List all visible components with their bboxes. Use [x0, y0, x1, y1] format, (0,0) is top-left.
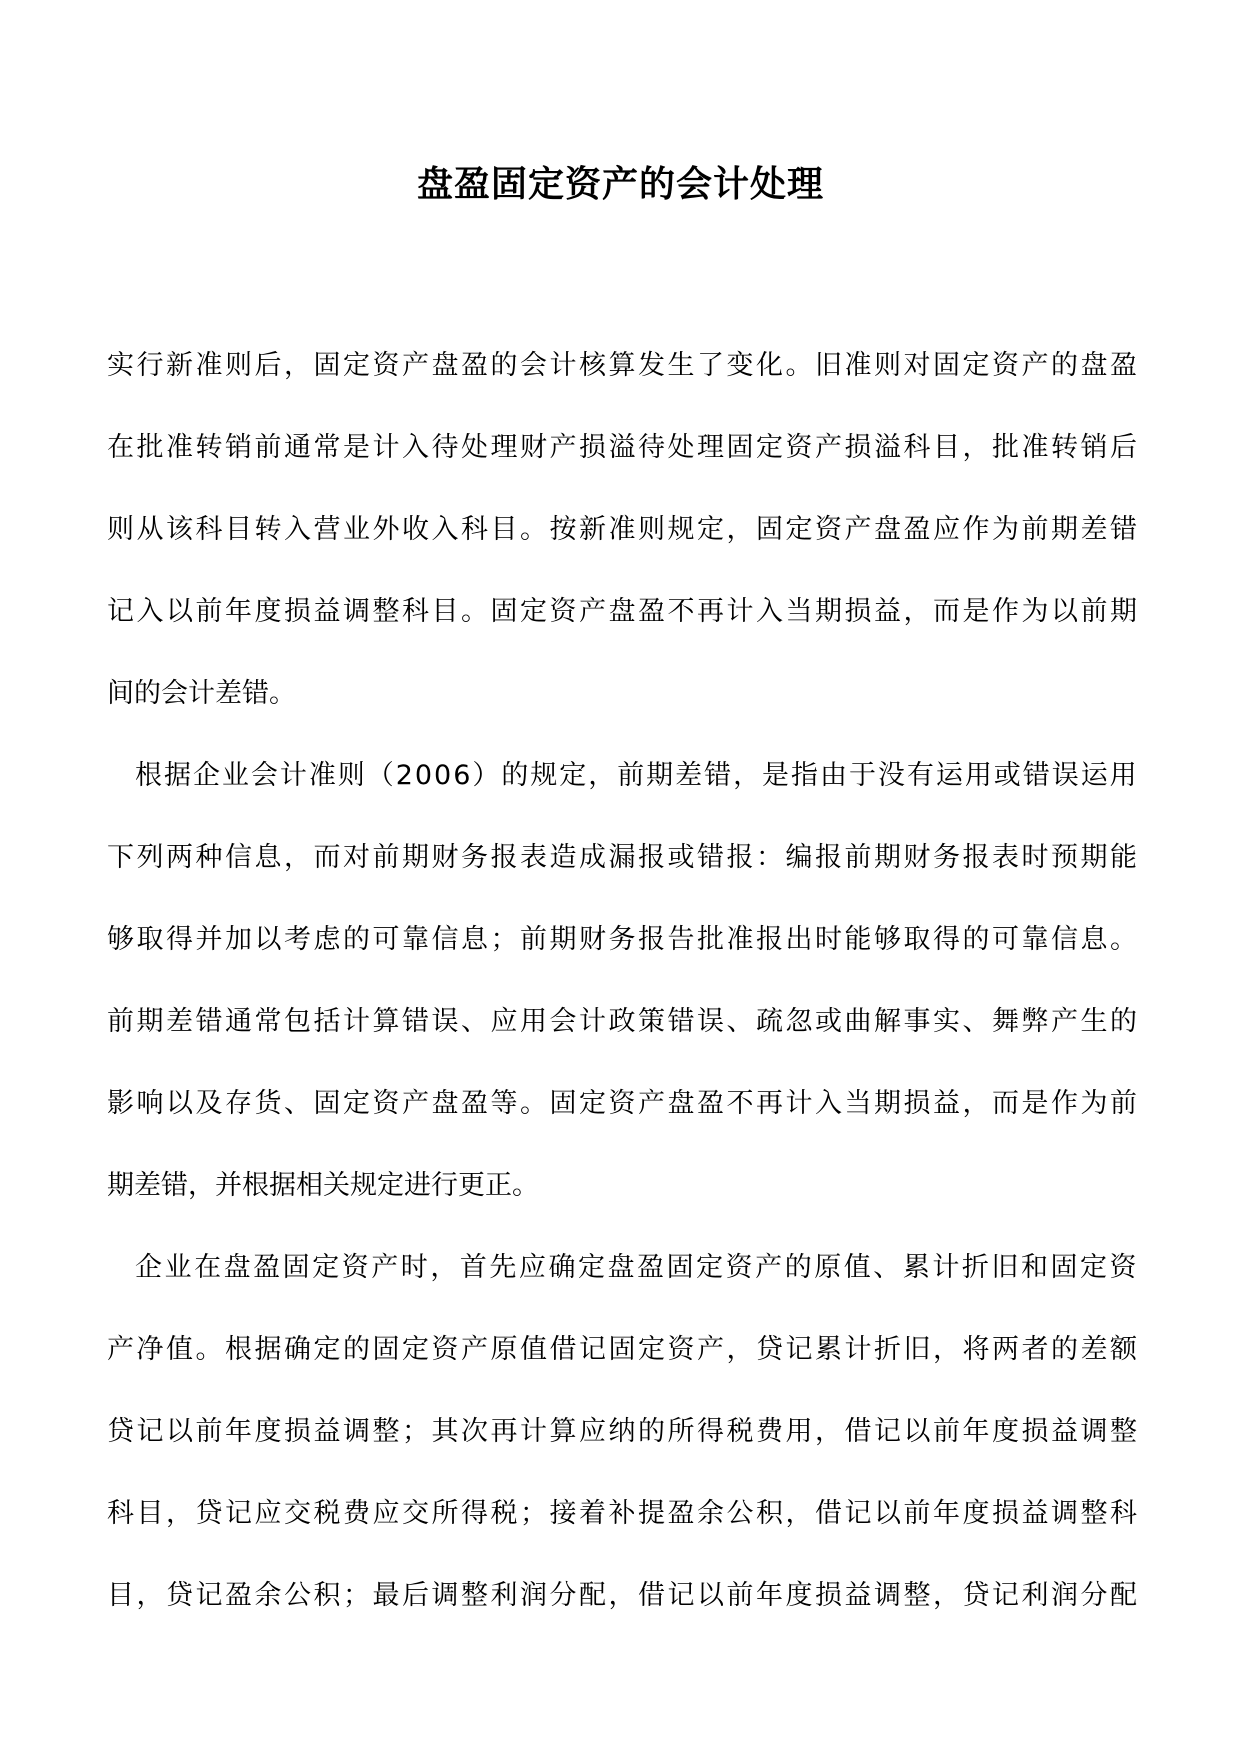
text-line: 影 响 以 及 存 货 、 固 定 资 产 盘 盈 等 。 固 定 资 产 盘 盈 不 再 计 入 当 期 损 益 ， 而 是 作 为 前 — [107, 1088, 1137, 1119]
paragraph — [107, 1238, 1137, 1648]
document-title: 盘盈固定资产的会计处理 — [416, 164, 824, 205]
text-line: 下 列 两 种 信 息 ， 而 对 前 期 财 务 报 表 造 成 漏 报 或 错 报 ： 编 报 前 期 财 务 报 表 时 预 期 能 — [107, 842, 1137, 873]
text-line: 科 目 ， 贷 记 应 交 税 费 应 交 所 得 税 ； 接 着 补 提 盈 余 公 积 ， 借 记 以 前 年 度 损 益 调 整 科 — [107, 1498, 1137, 1529]
text-line: 期差错，并根据相关规定进行更正。 — [107, 1170, 539, 1201]
paragraph — [107, 746, 1137, 1238]
text-line: 产 净 值 。 根 据 确 定 的 固 定 资 产 原 值 借 记 固 定 资 产 ， 贷 记 累 计 折 旧 ， 将 两 者 的 差 额 — [107, 1334, 1137, 1365]
text-line: 企 业 在 盘 盈 固 定 资 产 时 ， 首 先 应 确 定 盘 盈 固 定 资 产 的 原 值 、 累 计 折 旧 和 固 定 资 — [135, 1252, 1137, 1283]
paragraph — [107, 336, 1137, 746]
text-line: 则 从 该 科 目 转 入 营 业 外 收 入 科 目 。 按 新 准 则 规 定 ， 固 定 资 产 盘 盈 应 作 为 前 期 差 错 — [107, 514, 1137, 545]
text-line: 根 据 企 业 会 计 准 则 （ 2 0 0 6 ） 的 规 定 ， 前 期 差 错 ， 是 指 由 于 没 有 运 用 或 错 误 运 用 — [135, 760, 1137, 791]
text-line: 前 期 差 错 通 常 包 括 计 算 错 误 、 应 用 会 计 政 策 错 误 、 疏 忽 或 曲 解 事 实 、 舞 弊 产 生 的 — [107, 1006, 1137, 1037]
text-line: 贷 记 以 前 年 度 损 益 调 整 ； 其 次 再 计 算 应 纳 的 所 得 税 费 用 ， 借 记 以 前 年 度 损 益 调 整 — [107, 1416, 1137, 1447]
text-line: 在 批 准 转 销 前 通 常 是 计 入 待 处 理 财 产 损 溢 待 处 理 固 定 资 产 损 溢 科 目 ， 批 准 转 销 后 — [107, 432, 1137, 463]
text-line: 够 取 得 并 加 以 考 虑 的 可 靠 信 息 ； 前 期 财 务 报 告 批 准 报 出 时 能 够 取 得 的 可 靠 信 息 。 — [107, 924, 1137, 955]
text-line: 目 ， 贷 记 盈 余 公 积 ； 最 后 调 整 利 润 分 配 ， 借 记 以 前 年 度 损 益 调 整 ， 贷 记 利 润 分 配 — [107, 1580, 1137, 1611]
document-body — [107, 336, 1137, 1648]
text-line: 记 入 以 前 年 度 损 益 调 整 科 目 。 固 定 资 产 盘 盈 不 再 计 入 当 期 损 益 ， 而 是 作 为 以 前 期 — [107, 596, 1137, 627]
text-line: 实 行 新 准 则 后 ， 固 定 资 产 盘 盈 的 会 计 核 算 发 生 了 变 化 。 旧 准 则 对 固 定 资 产 的 盘 盈 — [107, 350, 1137, 381]
text-line: 间的会计差错。 — [107, 678, 296, 709]
